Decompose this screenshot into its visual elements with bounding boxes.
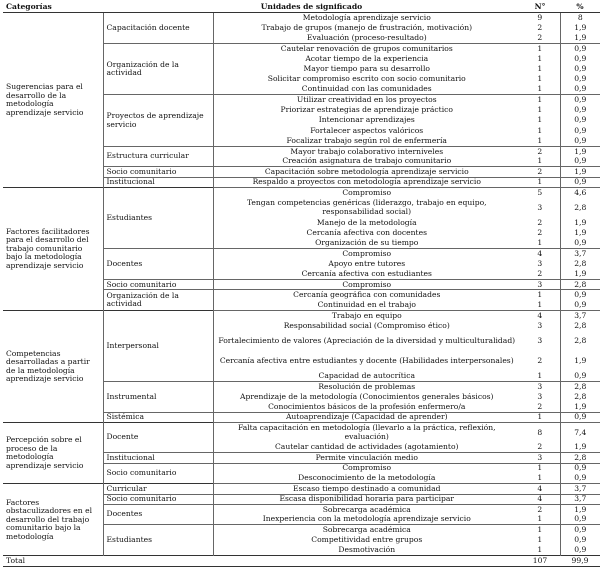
table-row — [3, 311, 600, 321]
unit-cell: Priorizar estrategias de aprendizaje práctico — [213, 105, 520, 115]
count-cell: 2 — [537, 228, 543, 238]
count-cell: 1 — [537, 125, 543, 135]
header-row — [3, 2, 600, 13]
percent-cell: 0,9 — [560, 126, 600, 136]
table-row — [3, 13, 600, 23]
count-cell: 1 — [520, 525, 560, 535]
count-cell: 1 — [537, 545, 543, 555]
unit-cell: Compromiso — [213, 249, 520, 259]
percent-cell: 1,9 — [560, 218, 600, 228]
unit-cell: Escaso tiempo destinado a comunidad — [213, 484, 520, 494]
subcategory-cell: Institucional — [103, 453, 213, 463]
count-cell: 2 — [520, 167, 560, 177]
unit-cell: Resolución de problemas — [213, 381, 520, 391]
header-n: N° — [520, 2, 560, 13]
unit-cell: Conocimientos básicos de la profesión enfermero/a — [213, 402, 520, 412]
unit-cell: Trabajo de grupos (manejo de frustración, motivación) — [213, 23, 520, 33]
subcategory-cell: Docentes — [103, 249, 213, 280]
percent-cell: 0,9 — [560, 535, 600, 545]
category-cell: Percepción sobre el proceso de la metodología aprendizaje servicio — [3, 423, 103, 484]
table-row — [3, 423, 600, 443]
unit-cell: Continuidad en el trabajo — [213, 300, 520, 310]
percent-cell: 0,9 — [560, 290, 600, 300]
percent-cell: 1,9 — [560, 228, 600, 238]
percent-cell: 1,9 — [560, 167, 600, 177]
percent-cell: 1,9 — [560, 351, 600, 371]
unit-cell: Continuidad con las comunidades — [213, 85, 520, 95]
percent-cell: 1,9 — [560, 504, 600, 514]
unit-cell: Fortalecimiento de valores (Apreciación de la diversidad y multiculturalidad) — [213, 331, 520, 351]
unit-cell: Creación asignatura de trabajo comunitario — [213, 157, 520, 167]
unit-cell: Capacidad de autocrítica — [213, 371, 520, 381]
count-cell: 3 — [537, 320, 543, 330]
total-n: 107 — [520, 556, 560, 567]
percent-cell: 1,9 — [560, 23, 600, 33]
count-cell: 1 — [520, 177, 560, 187]
unit-cell: Competitividad entre grupos — [213, 535, 520, 545]
count-cell: 1 — [537, 156, 543, 166]
percent-cell: 0,9 — [560, 105, 600, 115]
count-cell: 2 — [537, 33, 543, 42]
count-cell: 1 — [537, 53, 543, 63]
percent-cell: 1,9 — [560, 269, 600, 279]
unit-cell: Inexperiencia con la metodología aprendizaje servicio — [213, 515, 520, 525]
count-cell: 1 — [520, 95, 560, 105]
count-cell: 2 — [520, 504, 560, 514]
unit-cell: Tengan competencias genéricas (liderazgo, trabajo en equipo, responsabilidad social) — [213, 198, 520, 218]
percent-cell: 0,9 — [560, 515, 600, 525]
subcategory-cell: Socio comunitario — [103, 463, 213, 484]
header-categorias: Categorías — [3, 2, 103, 13]
category-cell: Competencias desarrolladas a partir de la metodología aprendizaje servicio — [3, 311, 103, 423]
header-pct: % — [560, 2, 600, 13]
percent-cell: 0,9 — [560, 412, 600, 422]
percent-cell: 2,8 — [560, 381, 600, 391]
count-cell: 1 — [537, 238, 543, 248]
count-cell: 1 — [537, 514, 543, 524]
unit-cell: Respaldo a proyectos con metodología aprendizaje servicio — [213, 177, 520, 187]
percent-cell: 4,6 — [560, 188, 600, 198]
table-row — [3, 484, 600, 494]
unit-cell: Desmotivación — [213, 546, 520, 556]
unit-cell: Cautelar cantidad de actividades (agotamiento) — [213, 443, 520, 453]
count-cell: 2 — [537, 269, 543, 278]
count-cell: 2 — [537, 22, 543, 32]
percent-cell: 2,8 — [560, 259, 600, 269]
unit-cell: Aprendizaje de la metodología (Conocimientos generales básicos) — [213, 392, 520, 402]
count-cell: 2 — [520, 146, 560, 156]
percent-cell: 7,4 — [560, 423, 600, 443]
subcategory-cell: Interpersonal — [103, 311, 213, 382]
count-cell: 4 — [520, 249, 560, 259]
percent-cell: 0,9 — [560, 300, 600, 310]
unit-cell: Responsabilidad social (Compromiso ético) — [213, 321, 520, 331]
unit-cell: Manejo de la metodología — [213, 218, 520, 228]
subcategory-cell: Estudiantes — [103, 188, 213, 249]
percent-cell: 3,7 — [560, 484, 600, 494]
percent-cell: 0,9 — [560, 546, 600, 556]
count-cell: 1 — [537, 371, 543, 380]
results-table — [3, 2, 600, 567]
percent-cell: 0,9 — [560, 54, 600, 64]
category-cell: Sugerencias para el desarrollo de la metodología aprendizaje servicio — [3, 13, 103, 188]
subcategory-cell: Socio comunitario — [103, 167, 213, 177]
count-cell: 2 — [537, 442, 543, 452]
percent-cell: 0,9 — [560, 74, 600, 84]
table-row — [3, 188, 600, 198]
unit-cell: Sobrecarga académica — [213, 504, 520, 514]
unit-cell: Apoyo entre tutores — [213, 259, 520, 269]
unit-cell: Capacitación sobre metodología aprendizaje servicio — [213, 167, 520, 177]
percent-cell: 0,9 — [560, 95, 600, 105]
percent-cell: 0,9 — [560, 85, 600, 95]
count-cell: 1 — [520, 412, 560, 422]
count-cell: 2 — [537, 355, 543, 365]
subcategory-cell: Capacitación docente — [103, 13, 213, 44]
unit-cell: Trabajo en equipo — [213, 311, 520, 321]
count-cell: 1 — [537, 300, 543, 309]
count-cell: 3 — [520, 280, 560, 290]
percent-cell: 2,8 — [560, 453, 600, 463]
subcategory-cell: Curricular — [103, 484, 213, 494]
unit-cell: Mayor tiempo para su desarrollo — [213, 64, 520, 74]
unit-cell: Focalizar trabajo según rol de enfermería — [213, 136, 520, 146]
percent-cell: 0,9 — [560, 43, 600, 53]
count-cell: 3 — [537, 259, 543, 268]
unit-cell: Organización de su tiempo — [213, 238, 520, 248]
unit-cell: Utilizar creatividad en los proyectos — [213, 95, 520, 105]
subcategory-cell: Estudiantes — [103, 525, 213, 556]
count-cell: 1 — [537, 136, 543, 145]
count-cell: 1 — [520, 43, 560, 53]
count-cell: 3 — [520, 381, 560, 391]
percent-cell: 2,8 — [560, 280, 600, 290]
count-cell: 8 — [520, 423, 560, 443]
total-row — [3, 556, 600, 567]
total-spacer-sub — [103, 556, 213, 567]
count-cell: 2 — [537, 217, 543, 227]
unit-cell: Autoaprendizaje (Capacidad de aprender) — [213, 412, 520, 422]
percent-cell: 0,9 — [560, 473, 600, 483]
subcategory-cell: Proyectos de aprendizaje servicio — [103, 95, 213, 146]
count-cell: 1 — [537, 473, 543, 483]
unit-cell: Compromiso — [213, 280, 520, 290]
unit-cell: Acotar tiempo de la experiencia — [213, 54, 520, 64]
count-cell: 1 — [537, 115, 543, 125]
unit-cell: Evaluación (proceso-resultado) — [213, 33, 520, 43]
unit-cell: Permite vinculación medio — [213, 453, 520, 463]
count-cell: 9 — [520, 13, 560, 23]
unit-cell: Intencionar aprendizajes — [213, 115, 520, 125]
percent-cell: 1,9 — [560, 402, 600, 412]
unit-cell: Cercanía geográfica con comunidades — [213, 290, 520, 300]
count-cell: 4 — [520, 494, 560, 504]
percent-cell: 2,8 — [560, 321, 600, 331]
count-cell: 1 — [537, 535, 543, 545]
percent-cell: 0,9 — [560, 136, 600, 146]
subcategory-cell: Organización de la actividad — [103, 43, 213, 94]
count-cell: 1 — [520, 463, 560, 473]
subcategory-cell: Instrumental — [103, 381, 213, 412]
unit-cell: Solicitar compromiso escrito con socio comunitario — [213, 74, 520, 84]
unit-cell: Falta capacitación en metodología (llevarlo a la práctica, reflexión, evaluación) — [213, 423, 520, 443]
unit-cell: Escasa disponibilidad horaria para participar — [213, 494, 520, 504]
percent-cell: 0,9 — [560, 64, 600, 74]
count-cell: 4 — [520, 311, 560, 321]
percent-cell: 0,9 — [560, 463, 600, 473]
percent-cell: 8 — [560, 13, 600, 23]
count-cell: 5 — [520, 188, 560, 198]
subcategory-cell: Docentes — [103, 504, 213, 525]
subcategory-cell: Sistémica — [103, 412, 213, 422]
count-cell: 1 — [537, 63, 543, 73]
percent-cell: 2,8 — [560, 198, 600, 218]
unit-cell: Fortalecer aspectos valóricos — [213, 126, 520, 136]
category-cell: Factores facilitadores para el desarrollo del trabajo comunitario bajo la metodología aprendizaje servicio — [3, 188, 103, 311]
subcategory-cell: Organización de la actividad — [103, 290, 213, 311]
unit-cell: Cautelar renovación de grupos comunitarios — [213, 43, 520, 53]
percent-cell: 0,9 — [560, 371, 600, 381]
unit-cell: Cercanía afectiva con docentes — [213, 228, 520, 238]
unit-cell: Cercanía afectiva entre estudiantes y docente (Habilidades interpersonales) — [213, 351, 520, 371]
header-unidades: Unidades de significado — [103, 2, 520, 13]
percent-cell: 0,9 — [560, 157, 600, 167]
count-cell: 3 — [537, 335, 543, 345]
unit-cell: Compromiso — [213, 188, 520, 198]
percent-cell: 1,9 — [560, 33, 600, 43]
count-cell: 1 — [520, 290, 560, 300]
subcategory-cell: Estructura curricular — [103, 146, 213, 167]
percent-cell: 0,9 — [560, 525, 600, 535]
count-cell: 1 — [537, 105, 543, 115]
unit-cell: Metodología aprendizaje servicio — [213, 13, 520, 23]
total-pct: 99,9 — [560, 556, 600, 567]
count-cell: 3 — [520, 453, 560, 463]
subcategory-cell: Socio comunitario — [103, 280, 213, 290]
percent-cell: 3,7 — [560, 249, 600, 259]
total-spacer-unit — [213, 556, 520, 567]
percent-cell: 0,9 — [560, 238, 600, 248]
unit-cell: Mayor trabajo colaborativo interniveles — [213, 146, 520, 156]
unit-cell: Compromiso — [213, 463, 520, 473]
percent-cell: 1,9 — [560, 146, 600, 156]
percent-cell: 3,7 — [560, 311, 600, 321]
unit-cell: Sobrecarga académica — [213, 525, 520, 535]
percent-cell: 2,8 — [560, 331, 600, 351]
count-cell: 2 — [537, 402, 543, 411]
category-cell: Factores obstaculizadores en el desarrollo del trabajo comunitario bajo la metodología — [3, 484, 103, 556]
percent-cell: 0,9 — [560, 177, 600, 187]
percent-cell: 2,8 — [560, 392, 600, 402]
subcategory-cell: Socio comunitario — [103, 494, 213, 504]
percent-cell: 0,9 — [560, 115, 600, 125]
table-body — [3, 13, 600, 556]
percent-cell: 3,7 — [560, 494, 600, 504]
count-cell: 1 — [537, 84, 543, 94]
unit-cell: Desconocimiento de la metodología — [213, 473, 520, 483]
total-label: Total — [3, 556, 103, 567]
subcategory-cell: Institucional — [103, 177, 213, 187]
percent-cell: 1,9 — [560, 443, 600, 453]
subcategory-cell: Docente — [103, 423, 213, 453]
count-cell: 3 — [537, 202, 543, 212]
count-cell: 4 — [520, 484, 560, 494]
count-cell: 1 — [537, 74, 543, 84]
unit-cell: Cercanía afectiva con estudiantes — [213, 269, 520, 279]
count-cell: 3 — [537, 391, 543, 401]
